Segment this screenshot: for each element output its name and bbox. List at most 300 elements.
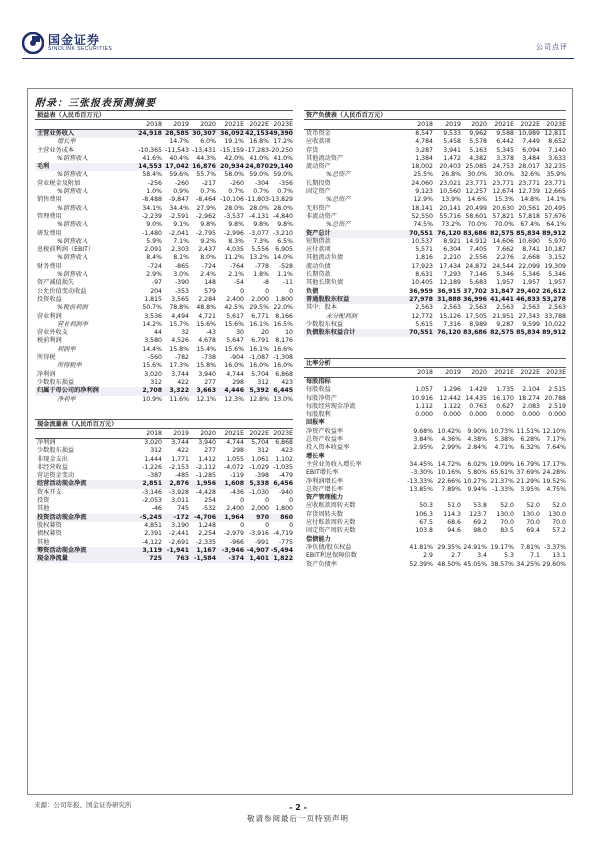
row-value: 34.25%: [516, 560, 540, 568]
row-value: 298: [232, 447, 244, 455]
year-label: 2023E: [273, 121, 293, 128]
row-value: 9,123: [415, 188, 433, 196]
row-value: 8.1%: [173, 254, 189, 262]
row-value: 38.57%: [490, 560, 514, 568]
table-row: [304, 478, 566, 486]
row-value: 19.52%: [542, 477, 566, 485]
row-value: 8,547: [415, 130, 433, 137]
row-value: 45.05%: [463, 560, 487, 568]
row-label: 净资产收益率: [306, 427, 344, 435]
row-value: 2.104: [522, 386, 540, 394]
row-label: 净负债/股东权益: [306, 543, 352, 551]
row-value: 36,915: [437, 287, 461, 295]
table-header: 比率分析: [304, 358, 566, 368]
row-value: 2,563: [496, 304, 514, 312]
row-value: 37.69%: [516, 469, 540, 477]
table-row: [304, 552, 566, 560]
row-value: 53,278: [542, 295, 566, 303]
table-row: [35, 313, 293, 321]
row-value: -3.37%: [544, 543, 566, 551]
table-row: [304, 502, 566, 510]
row-value: -217: [201, 179, 216, 187]
row-value: 3,119: [142, 546, 162, 554]
table-row: [304, 130, 566, 138]
row-value: 0: [265, 287, 269, 295]
row-value: -2,996: [224, 229, 244, 237]
row-label: %销售收入: [57, 154, 88, 162]
disclaimer: 敬请参阅最后一页特别声明: [247, 814, 349, 823]
row-value: 0: [289, 497, 293, 505]
row-value: 8.4%: [146, 254, 162, 262]
row-value: -260: [229, 179, 244, 187]
row-value: 16.0%: [273, 362, 293, 370]
row-value: 34.1%: [142, 204, 162, 212]
row-value: 579: [204, 287, 216, 295]
table-row: [35, 254, 293, 262]
table-row: [304, 469, 566, 477]
row-value: -4,719: [273, 530, 293, 538]
row-value: 70.0%: [494, 221, 514, 229]
row-value: 32.6%: [520, 171, 540, 179]
row-value: 16.8%: [249, 138, 269, 146]
row-value: 6,868: [275, 370, 293, 378]
row-value: 3,020: [144, 370, 162, 378]
row-value: -436: [229, 488, 244, 496]
row-label: 每股股利: [306, 411, 331, 419]
table-row: [304, 419, 566, 427]
row-value: 2,091: [144, 246, 162, 254]
row-value: 28.0%: [273, 204, 293, 212]
row-label: 其他流动资产: [306, 154, 344, 162]
table-row: [304, 511, 566, 519]
year-label: 2018: [146, 430, 162, 437]
row-value: -1,030: [249, 488, 269, 496]
table-row: [35, 522, 293, 530]
row-value: 1,061: [251, 455, 269, 463]
row-value: 2,563: [548, 304, 566, 312]
row-label: 净利润增长率: [306, 477, 344, 485]
row-value: 106.3: [415, 510, 433, 518]
row-value: 15.6%: [142, 362, 162, 370]
row-value: 23,771: [544, 179, 566, 187]
row-value: 29.60%: [542, 560, 566, 568]
row-value: 13.9%: [441, 196, 461, 204]
row-value: 9.94%: [467, 485, 487, 493]
row-value: 8,176: [275, 337, 293, 345]
row-value: 422: [177, 447, 189, 455]
row-value: 8.3%: [228, 237, 244, 245]
row-value: 12,772: [411, 312, 433, 320]
table-row: [35, 147, 293, 155]
row-value: 23,021: [439, 179, 461, 187]
row-value: 0.000: [522, 411, 540, 419]
row-value: 3,580: [144, 337, 162, 345]
year-label: 2021E: [224, 121, 244, 128]
row-label: 长期贷款: [306, 271, 331, 279]
row-value: 12,739: [518, 188, 540, 196]
row-value: 16.79%: [516, 460, 540, 468]
row-value: 5,704: [251, 370, 269, 378]
row-value: 123.7: [469, 510, 487, 518]
year-label: 2022E: [249, 430, 269, 437]
row-value: 10,690: [518, 237, 540, 245]
table-row: [304, 279, 566, 287]
row-value: 204: [150, 287, 162, 295]
table-row: [304, 386, 566, 394]
row-value: -2,112: [196, 463, 216, 471]
row-value: 148: [204, 279, 216, 287]
row-label: 其他流动负债: [306, 254, 344, 262]
row-value: 13.1: [552, 552, 566, 560]
row-value: 44: [154, 329, 162, 337]
row-value: 24,060: [411, 179, 433, 187]
row-label: 非经营收益: [37, 463, 68, 471]
row-value: 6.5%: [277, 237, 293, 245]
row-value: 7,140: [548, 146, 566, 154]
row-value: -54: [233, 279, 244, 287]
row-value: 2,391: [144, 530, 162, 538]
row-value: 30: [236, 329, 244, 337]
row-value: 16.0%: [224, 362, 244, 370]
table-row: [304, 138, 566, 146]
row-value: 42.5%: [224, 304, 244, 312]
row-label: 管理费用: [37, 212, 62, 220]
row-value: 4.36%: [441, 436, 461, 444]
row-value: 10,560: [439, 188, 461, 196]
row-value: 9.68%: [413, 427, 433, 435]
row-value: -4,706: [193, 513, 216, 521]
row-label: 其他: [37, 505, 50, 513]
row-value: 24,918: [138, 130, 162, 137]
page-number: - 2 -: [289, 803, 307, 812]
row-value: 2,284: [198, 295, 216, 303]
row-value: 10.9%: [142, 395, 162, 403]
row-value: -775: [278, 538, 293, 546]
row-value: 5,338: [249, 480, 269, 488]
row-value: 2,563: [415, 304, 433, 312]
row-value: 9.0%: [146, 221, 162, 229]
row-label: %销售收入: [57, 171, 88, 179]
row-value: 1.296: [443, 386, 461, 394]
row-value: 3,484: [522, 154, 540, 162]
row-value: 1,055: [226, 455, 244, 463]
row-value: 15.6%: [224, 345, 244, 353]
row-value: 22.66%: [437, 477, 461, 485]
row-value: 25,085: [465, 163, 487, 171]
row-value: 4,382: [469, 154, 487, 162]
row-value: 10: [285, 329, 293, 337]
row-value: -3,537: [224, 212, 244, 220]
row-value: 2,563: [443, 304, 461, 312]
row-value: -3,210: [273, 229, 293, 237]
row-label: 每股指标: [306, 378, 331, 385]
row-value: 1,248: [198, 521, 216, 529]
row-value: -2,979: [224, 530, 244, 538]
row-value: -2,041: [169, 229, 189, 237]
row-value: 42,153: [245, 130, 269, 137]
table-row: [304, 155, 566, 163]
row-label: 主营业务成本: [37, 146, 75, 154]
row-label: 营业利润率: [57, 320, 88, 328]
row-value: 1,957: [496, 279, 514, 287]
row-label: 总资产收益率: [306, 436, 344, 444]
row-value: 2,210: [443, 254, 461, 262]
row-value: 48.50%: [437, 560, 461, 568]
row-value: 10.27%: [463, 477, 487, 485]
row-value: 1.057: [415, 386, 433, 394]
row-label: 主营业务收入: [37, 130, 75, 137]
row-label: 应付账款周转天数: [306, 519, 356, 527]
table-row: [35, 371, 293, 379]
row-value: -10,106: [220, 196, 244, 204]
row-value: 17,042: [165, 163, 189, 171]
row-value: 20,561: [518, 204, 540, 212]
row-label: 营运资金变动: [37, 472, 75, 480]
row-label: 偿债能力: [306, 535, 331, 543]
row-label: 回报率: [306, 419, 325, 427]
table-row: [35, 188, 293, 196]
row-label: %销售收入: [57, 237, 88, 245]
row-value: 17,434: [439, 262, 461, 270]
row-value: -43: [205, 329, 216, 337]
row-value: 3,941: [443, 146, 461, 154]
table-row: [35, 329, 293, 337]
row-value: 12,189: [439, 279, 461, 287]
row-value: 12,674: [492, 188, 514, 196]
row-value: 7,405: [469, 246, 487, 254]
table-header: 资产负债表（人民币百万元）: [304, 110, 566, 120]
row-value: 8.0%: [200, 254, 216, 262]
row-value: 4,035: [226, 246, 244, 254]
row-value: 0.7%: [200, 188, 216, 196]
table-row: [304, 147, 566, 155]
row-value: 14.7%: [169, 138, 189, 146]
row-value: 14.6%: [467, 196, 487, 204]
row-label: 增长率: [57, 138, 76, 146]
row-value: -966: [229, 538, 244, 546]
row-value: -10,365: [138, 146, 162, 154]
table-row: [35, 180, 293, 188]
row-value: -764: [229, 262, 244, 270]
table-row: [35, 547, 293, 555]
row-value: 89,912: [542, 229, 566, 237]
row-value: 14.72%: [437, 460, 461, 468]
row-label: %销售收入: [57, 188, 88, 196]
row-value: 49,390: [269, 130, 293, 137]
row-value: 2,556: [469, 254, 487, 262]
row-value: 2.99%: [441, 444, 461, 452]
row-value: 41.81%: [409, 543, 433, 551]
row-value: 1,957: [522, 279, 540, 287]
table-row: [35, 155, 293, 163]
table-row: [304, 254, 566, 262]
row-value: 7.1: [530, 552, 540, 560]
row-label: 归属于母公司的净利润: [37, 387, 99, 395]
table-row: [304, 196, 566, 204]
row-label: %销售收入: [57, 254, 88, 262]
row-label: 流动资产: [306, 163, 331, 171]
row-value: 74.5%: [413, 221, 433, 229]
row-value: 6,094: [522, 146, 540, 154]
row-value: -11: [282, 279, 293, 287]
row-value: -3,946: [221, 546, 244, 554]
company-name-en: SINOLINK SECURITIES: [48, 46, 113, 52]
row-value: 5,615: [415, 320, 433, 328]
table-row: [304, 378, 566, 386]
row-value: 58.4%: [142, 171, 162, 179]
row-value: 16.0%: [249, 362, 269, 370]
header-rule: [22, 58, 574, 59]
row-value: 13.85%: [409, 485, 433, 493]
ratio-analysis-table: [304, 358, 566, 569]
row-value: 130.0: [522, 510, 540, 518]
row-value: 0.000: [443, 411, 461, 419]
table-row: [304, 453, 566, 461]
row-value: 26,612: [542, 287, 566, 295]
table-row: [304, 313, 566, 321]
row-value: 0: [240, 287, 244, 295]
row-value: 3,633: [548, 154, 566, 162]
row-value: -2,591: [169, 212, 189, 220]
row-value: 12.10%: [542, 427, 566, 435]
row-value: 4,678: [198, 337, 216, 345]
row-value: 3,663: [196, 387, 216, 395]
row-value: 12.8%: [249, 395, 269, 403]
row-value: -940: [278, 488, 293, 496]
row-value: 10.73%: [490, 427, 514, 435]
row-value: 5,571: [415, 246, 433, 254]
row-value: -8,488: [142, 196, 162, 204]
year-header-row: [304, 120, 566, 130]
row-value: 14,553: [138, 163, 162, 171]
table-row: [35, 304, 293, 312]
row-value: 5,392: [249, 387, 269, 395]
row-value: 15.6%: [224, 320, 244, 328]
table-row: [304, 246, 566, 254]
row-value: 58.0%: [224, 171, 244, 179]
row-value: 70,551: [409, 229, 433, 237]
row-value: 82,575: [490, 229, 514, 237]
row-label: 长期投资: [306, 179, 331, 187]
row-value: 24,870: [245, 163, 269, 171]
row-value: 763: [176, 555, 189, 563]
row-value: -2,441: [169, 530, 189, 538]
row-value: 5,704: [251, 439, 269, 446]
year-label: 2020: [471, 121, 487, 128]
row-value: 29.35%: [437, 543, 461, 551]
row-value: 57,676: [544, 212, 566, 220]
row-value: 3,744: [171, 370, 189, 378]
row-value: 1.112: [415, 402, 433, 410]
table-row: [35, 480, 293, 488]
table-row: [304, 461, 566, 469]
row-value: 52.39%: [409, 560, 433, 568]
row-value: 34.4%: [169, 204, 189, 212]
row-label: EBIT增长率: [306, 469, 339, 477]
row-value: 14.435: [465, 394, 487, 402]
row-value: 130.0: [496, 510, 514, 518]
row-value: 28,017: [518, 163, 540, 171]
year-label: 2018: [417, 369, 433, 376]
row-value: 5,647: [226, 337, 244, 345]
row-label: 净利润: [37, 370, 56, 378]
row-value: 30.0%: [467, 171, 487, 179]
year-label: 2019: [173, 430, 189, 437]
row-value: 73.2%: [441, 221, 461, 229]
row-label: 总资产增长率: [306, 485, 344, 493]
row-value: 78.8%: [169, 304, 189, 312]
row-value: -5,245: [139, 513, 162, 521]
row-value: -4,428: [196, 488, 216, 496]
row-value: 1,771: [171, 455, 189, 463]
row-value: 53.8: [473, 502, 487, 510]
row-value: 2,563: [522, 304, 540, 312]
row-value: 83,686: [463, 329, 487, 337]
table-row: [35, 196, 293, 204]
row-value: 0: [240, 497, 244, 505]
row-value: 7.1%: [173, 237, 189, 245]
row-value: 31,888: [437, 295, 461, 303]
year-label: 2019: [173, 121, 189, 128]
row-value: 4,494: [171, 312, 189, 320]
row-value: -390: [174, 279, 189, 287]
year-label: 2020: [200, 121, 216, 128]
row-value: 18.274: [518, 394, 540, 402]
row-value: 1,444: [144, 455, 162, 463]
row-value: 0.763: [469, 402, 487, 410]
row-value: 35.9%: [546, 171, 566, 179]
row-label: 销售费用: [37, 196, 62, 204]
row-label: 存货周转天数: [306, 510, 344, 518]
row-value: -3,146: [142, 488, 162, 496]
row-value: 2,708: [142, 387, 162, 395]
row-value: 14,606: [492, 237, 514, 245]
row-value: -374: [228, 555, 244, 563]
row-value: -528: [278, 262, 293, 270]
year-label: 2020: [200, 430, 216, 437]
row-value: 30,307: [192, 130, 216, 137]
row-value: 28.0%: [224, 204, 244, 212]
row-value: -398: [254, 472, 269, 480]
row-value: 12,811: [544, 130, 566, 137]
row-value: 16.6%: [273, 345, 293, 353]
row-value: 2.7: [451, 552, 461, 560]
row-label: 投资收益: [37, 295, 62, 303]
row-value: 0: [289, 521, 293, 529]
row-value: -11,543: [165, 146, 189, 154]
row-value: 5,458: [443, 138, 461, 146]
row-label: 公允价值变动收益: [37, 287, 87, 295]
table-row: [35, 530, 293, 538]
row-value: 29,402: [516, 287, 540, 295]
row-value: 9.8%: [253, 221, 269, 229]
row-value: 82,575: [490, 329, 514, 337]
row-value: 1,412: [198, 455, 216, 463]
row-label: 非流动资产: [306, 212, 337, 220]
table-row: [304, 403, 566, 411]
row-value: 19.17%: [490, 543, 514, 551]
row-value: 15.4%: [196, 345, 216, 353]
row-value: 277: [204, 378, 216, 386]
row-value: 69.4: [526, 527, 540, 535]
row-value: 14,912: [465, 237, 487, 245]
row-value: 1,167: [196, 546, 216, 554]
row-value: 83,686: [463, 229, 487, 237]
row-value: 9,599: [522, 320, 540, 328]
row-value: 0.9%: [173, 188, 189, 196]
row-value: -13,431: [192, 146, 216, 154]
year-header-row: [35, 429, 293, 439]
